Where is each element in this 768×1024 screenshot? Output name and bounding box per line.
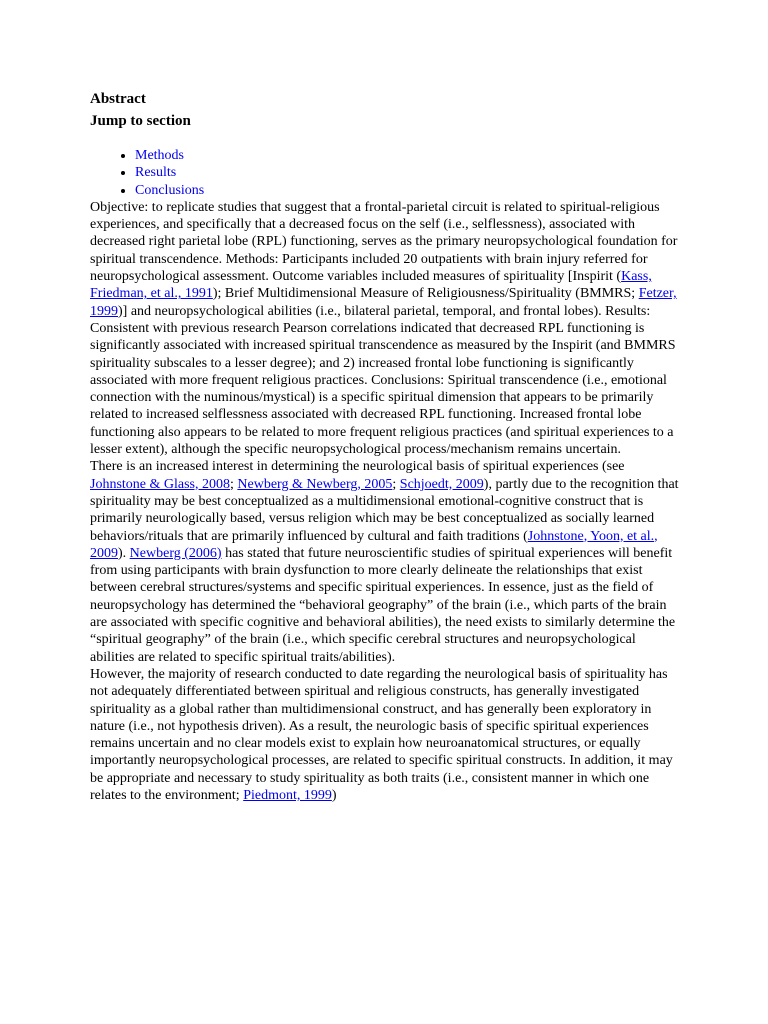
section-list-item: [135, 164, 680, 181]
abstract-paragraph: [90, 199, 680, 458]
section-list-item: [135, 147, 680, 164]
text-segment: ); Brief Multidimensional Measure of Religiousness/Spirituality (BMMRS;: [212, 286, 639, 302]
citation-link[interactable]: Fetzer, 1999: [90, 286, 677, 319]
text-segment: ;: [392, 476, 400, 492]
results-link[interactable]: Results: [135, 165, 177, 181]
citation-link[interactable]: Johnstone, Yoon, et al., 2009: [90, 528, 658, 561]
text-segment: ), partly due to the recognition that spirituality may be best conceptualized as a multidimensional emotional-cognitive construct that is primarily neurologically based, versus religion which may be best conceptualized as socially learned behaviors/rituals that are primarily influenced by cultural and faith traditions (: [90, 476, 679, 544]
jump-to-section-heading: Jump to section: [90, 113, 191, 129]
text-segment: ).: [118, 545, 130, 561]
text-segment: There is an increased interest in determining the neurological basis of spiritual experiences (see: [90, 459, 625, 475]
text-segment: However, the majority of research conducted to date regarding the neurological basis of spirituality has not adequately differentiated between spiritual and religious constructs, has generally investigated spirituality as a global rather than multidimensional construct, and has generally been exploratory in nature (i.e., not hypothesis driven). As a result, the neurologic basis of specific spiritual experiences remains uncertain and no clear models exist to explain how neuroanatomical structures, or equally importantly neuropsychological processes, are related to specific spiritual constructs. In addition, it may be appropriate and necessary to study spirituality as both traits (i.e., consistent manner in which one relates to the environment;: [90, 666, 673, 803]
article-page: [90, 88, 680, 804]
text-segment: has stated that future neuroscientific studies of spiritual experiences will benefit from using participants with brain dysfunction to more clearly delineate the relationships that exist between cerebral structures/systems and specific spiritual experiences. In essence, just as the field of neuropsychology has determined the “behavioral geography” of the brain (i.e., which parts of the brain are associated with specific cognitive and behavioral abilities), the need exists to similarly determine the “spiritual geography” of the brain (i.e., which specific cerebral structures and neuropsychological abilities are related to specific spiritual traits/abilities).: [90, 545, 676, 665]
citation-link[interactable]: Newberg & Newberg, 2005: [237, 476, 393, 492]
citation-link[interactable]: Schjoedt, 2009: [399, 476, 484, 492]
citation-link[interactable]: Newberg (2006): [129, 545, 222, 561]
citation-link[interactable]: Johnstone & Glass, 2008: [90, 476, 230, 492]
citation-link[interactable]: Piedmont, 1999: [243, 787, 332, 803]
section-list-item: [135, 182, 680, 199]
section-list: [90, 147, 680, 199]
text-segment: ): [331, 787, 337, 803]
methods-link[interactable]: Methods: [135, 148, 184, 163]
text-segment: Objective: to replicate studies that suggest that a frontal-parietal circuit is related to spiritual-religious experiences, and specifically that a decreased focus on the self (i.e., selflessness), associated with decreased right parietal lobe (RPL) functioning, serves as the primary neuropsychological foundation for spiritual transcendence. Methods: Participants included 20 outpatients with brain injury referred for neuropsychological assessment. Outcome variables included measures of spirituality [Inspirit (: [90, 199, 678, 285]
conclusions-link[interactable]: Conclusions: [135, 182, 205, 198]
citation-link[interactable]: Kass, Friedman, et al., 1991: [90, 269, 652, 302]
introduction-paragraph: [90, 458, 680, 666]
abstract-heading: Abstract: [90, 91, 146, 107]
text-segment: ;: [230, 476, 238, 492]
background-paragraph: [90, 666, 680, 804]
text-segment: )] and neuropsychological abilities (i.e., bilateral parietal, temporal, and frontal lobes). Results: Consistent with previous research Pearson correlations indicated that decreased RPL functioning is significantly associated with increased spiritual transcendence as measured by the Inspirit (and BMMRS spirituality subscales to a lesser degree); and 2) increased frontal lobe functioning is significantly associated with more frequent religious practices. Conclusions: Spiritual transcendence (i.e., emotional connection with the numinous/mystical) is a specific spiritual dimension that appears to be primarily related to increased selflessness associated with decreased RPL functioning. Increased frontal lobe functioning also appears to be related to more frequent religious practices (and spiritual experiences to a lesser extent), although the specific neuropsychological process/mechanism remains uncertain.: [90, 303, 676, 458]
